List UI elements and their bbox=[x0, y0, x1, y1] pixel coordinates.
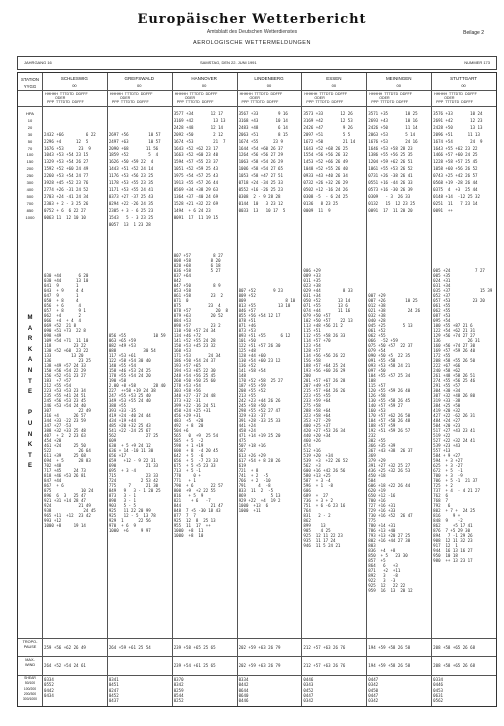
markante-letter: K bbox=[27, 346, 33, 353]
hpa-level: 250 bbox=[26, 173, 34, 179]
column-divider bbox=[237, 73, 238, 706]
column-divider bbox=[366, 73, 367, 706]
significant-points: 006 +29 009 +33 011 +35 023 +38 029 +44 8 33 031 +34 050 +52 13 14 071 +55 13 6 074 +44 11 16 079 +50 +57 102 +50 +57 22 13 113 +48 +56 21 2 115 +51 112 +55 +58 26 33 114 +57 +70 123 +54 128 +57 134 +56 +56 26 22 156 +58 188 +57 +64 25 24 193 +56 +60 26 29 200 201 +57 +67 26 28 207 +49 +57 215 +57 +64 26 26 223 +55 +55 233 +59 +64 275 +58 288 +58 +64 323 +58 +64 353 +27 -29 400 +25 +37 420 +27 +53 26 34 440 +20 +34 460 +26 474 512 +16 519 +20 +34 539 +3 +22 26 52 562 +3 600 +16 +42 26 56 580 +13 +25 587 + 3 -4 596 + 1 -8 606 689 + 27 736 + 3 + 2 751 + 6 -6 23 16 764 831 2 - 2 862 899 13 905 4 25 925 12 11 22 23 935 11 17 24 946 11 5 24 21 bbox=[303, 268, 353, 548]
issue-number: NUMMER 173 bbox=[464, 60, 490, 65]
station-name: LINDENBERG 00 bbox=[237, 76, 302, 88]
tropopause-value: 264 +59 +61 25 54 bbox=[108, 645, 151, 650]
station-label: STATION bbox=[21, 77, 39, 82]
maxwind-value: 212 +57 +63 26 76 bbox=[303, 663, 346, 668]
column-header: HHHHH TTTDTD DDFFF ODER PPP TTTDTD DDFFF bbox=[109, 92, 153, 105]
report-subtitle: Amtsblatt des Deutschen Wetterdienstes bbox=[206, 29, 298, 35]
station-name: STUTTGART 00 bbox=[431, 76, 496, 88]
significant-points: 007 +57 8 27 008 +58 8 20 020 +68 6 18 036 +58 5 27 037 +64 042 047 +50 8 9 053 +58 061 +58 23 2 071 0 075 23 4 078 +57 20 8 079 +63 20 52 084 +53 098 +57 23 2 110 +50 +57 24 34 134 +46 +72 141 +52 +55 24 28 150 +53 +45 23 32 160 +53 171 +53 24 34 186 +50 +54 24 37 193 +57 +65 194 +53 +65 22 30 248 +54 +56 25 45 260 +50 +50 25 60 278 +53 +54 303 +58 +56 340 +27 -37 24 48 373 +32 -31 399 +22 -16 24 51 450 +24 +25 +31 456 +29 +31 483 +5 +20 492 + 8 20 504 +6 565 0 +9 25 54 585 + 5 -2 598 + 1 +19 600 + 8 -4 20 45 642 + 5 -6 656 + 5 -7 23 33 675 + 5 +5 23 33 713 + 5 -1 770 0 + 771 + 1 790 + 6 22 57 800 +9 +2 22 55 816 + 5 9 821 + 6 -7 844 21 47 848 7 +5 -30 18 43 877 7 7 925 12 8 25 13 955 11 17 ++ 1000 +8 11 1000 +8 10 bbox=[173, 253, 228, 538]
column-divider bbox=[42, 73, 43, 706]
station-time: 00 bbox=[396, 83, 401, 88]
markante-letter: R bbox=[27, 336, 33, 343]
hpa-level: 300 bbox=[26, 180, 34, 186]
column-header: HHHHH TTTDTD DDFFF ODER PPP TTTDTD DDFFF bbox=[239, 92, 283, 105]
issue-bar bbox=[17, 56, 497, 70]
markante-letter: A bbox=[27, 357, 33, 364]
row-divider bbox=[18, 90, 496, 91]
markante-letter bbox=[18, 398, 42, 409]
markante-letter: E bbox=[27, 463, 32, 470]
hpa-level: 100 bbox=[26, 152, 34, 158]
tropopause-value: 202 +59 +63 26 79 bbox=[238, 645, 281, 650]
date-label: SAMSTAG, DEN 22. JUNI 1991 bbox=[200, 60, 257, 65]
standard-levels: 3576 +33 10 24 2691 +42 12 23 2428 +50 13 13 2096 +51 11 13 1674 +54 24 9 1643 +55 +62 23 22 1466 +57 +60 24 25 1228 +58 +57 25 45 1058 +60 +56 26 52 0743 +25 +42 26 57 0568 +19 -28 26 44 0375 4 +3 25 44 0148 +14 -12 25 32 0251 11 7 23 14 0091 ++ bbox=[433, 111, 483, 213]
hpa-level: 20 bbox=[27, 124, 33, 130]
section-title: AEROLOGISCHE WETTERMELDUNGEN bbox=[193, 40, 311, 46]
beilage-label: Beilage 2 bbox=[463, 30, 484, 36]
station-time: 00 bbox=[266, 83, 272, 88]
hpa-level: 30 bbox=[27, 131, 33, 137]
station-name: HANNOVER 00 bbox=[172, 76, 237, 88]
markante-letter: U bbox=[27, 420, 33, 427]
tropopause-value: 194 +59 +58 26 58 bbox=[368, 645, 411, 650]
shear-label: SHEAR 50/100 100/200 200/300 300/1000 bbox=[22, 676, 38, 702]
hpa-level: 700 bbox=[26, 200, 34, 206]
shear-values: 0341 0451 0247 0452 0437 bbox=[108, 677, 119, 704]
column-header: HHHHH TTTDTD DDFFF ODER PPP TTTDTD DDFFF bbox=[434, 92, 477, 105]
tropopause-value: 208 +58 +65 26 68 bbox=[433, 645, 476, 650]
markante-letter: N bbox=[27, 367, 33, 374]
hpa-level: 200 bbox=[26, 166, 34, 172]
significant-points: 007 +52 9 23 009 +52 009 8 10 013 +55 13 18 046 +57 055 +56 +54 12 17 078 +51 071 +46 073 +53 093 +51 +55 6 12 101 +50 122 +51 +57 26 30 125 +48 128 +44 +60 130 +54 +60 23 12 136 +52 141 +58 +54 148 170 +52 +58 25 27 187 +55 +59 208 +55 +52 213 +55 242 +23 +44 26 26 245 +58 +50 298 +55 +52 27 47 329 +33 -37 391 +28 -33 25 33 441 +24 458 +24 471 +14 +19 25 20 475 507 +18 +16 567 613 +26 +29 617 +54 + 8 28 26 619 721 + 8 741 + 2 -5 766 + 2 -10 791 4 -8 833 11 2 -5 869 5 13 929 +22 +4 19 2 1000 +13 6 1000 +11 bbox=[238, 288, 296, 513]
station-time: 00 bbox=[331, 83, 337, 88]
standard-levels: 3577 +34 12 17 3169 +42 13 13 2428 +48 12 14 2092 +50 2 12 1674 +53 21 7 1643 +52 +62 23 17 1663 +52 +60 23 40 1594 +57 +55 23 37 1051 +52 +59 25 43 1975 +54 +57 25 43 1913 +55 +57 26 44 0569 +34 +38 29 63 1364 +37 -40 24 69 1528 +21 +32 22 69 1494 + 6 24 23 0091 17 11 19 15 bbox=[173, 111, 226, 220]
hpa-levels bbox=[18, 111, 42, 222]
shear-values: 0370 0342 0259 0544 0252 bbox=[173, 677, 184, 704]
significant-points: 056 +55 10 59 063 +65 +59 082 +49 +53 088 30 54 117 +53 +61 122 +58 +54 30 40 140 +55 +54 158 +46 +53 24 25 178 +55 +54 24 20 190 +58 2.00 +8 +58 28 40 227 ++58 +19 24 38 247 +55 +53 25 40 349 +53 +55 24 40 388 +55 393 +33 -35 419 +24 -40 24 44 434 +19 +44 485 +20 +32 25 43 541 +22 -24 25 67 562 27 25 609 630 + 5 +9 24 12 636 + 14 -10 11 30 656 +17 659 +12 - 9 22 31 690 21 33 695 + 3 -4 715 23 33 724 2 53 42 775 7 21 30 849 9 3 - 1 20 25 873 3 - 1 898 3 - 1 903 5 - 5 925 11 22 20 99 925 12 - 5 13 78 929 1 22 56 970 + 6 9 1000 +6 9 97 bbox=[108, 333, 166, 533]
column-header: HHHHH TTTDTD DDFFF ODER PPP TTTDTD DDFFF bbox=[174, 92, 218, 105]
markante-punkte-label bbox=[18, 313, 42, 472]
hpa-level: 70 bbox=[27, 145, 33, 151]
station-name: ESSEN 00 bbox=[301, 76, 366, 88]
hpa-level: 1000 bbox=[25, 214, 35, 220]
standard-levels: 3567 +33 9 16 3168 +43 10 14 2483 +48 6 14 2063 +51 8 15 1674 +55 23 9 1644 +54 +60 26 37 1264 +56 +56 27 29 1063 +58 +54 26 29 1006 +58 +54 27 65 1053 +58 +47 27 51 0718 +24 -34 25 33 0552 +16 -26 25 23 0308 2 - 9 28 28 0144 10 3 23 12 0033 13 10 17 5 bbox=[238, 111, 288, 213]
station-name: SCHLESWIG 00 bbox=[42, 76, 107, 88]
column-divider bbox=[107, 73, 108, 706]
standard-levels: 3571 +35 10 25 2693 +43 10 16 2426 +50 11 14 2063 +53 5 14 1676 +53 24 16 1646 +53 +58 28 23 1386 +55 +56 25 35 1204 +59 +62 26 51 1061 +55 +53 26 52 0731 +26 -38 26 41 0551 +16 -44 26 33 0573 +16 -30 26 39 0309 - 3 26 33 0132 15 12 23 25 0091 17 11 20 20 bbox=[368, 111, 418, 213]
row-divider bbox=[18, 656, 496, 657]
station-name: GREIFSWALD 00 bbox=[107, 76, 172, 88]
standard-levels: 3573 +33 12 26 3169 +42 12 53 2426 +47 9 26 2097 +51 5 5 1672 +50 21 14 1643 +52 +68 26 25 1554 +56 +56 26 32 1453 +52 +66 26 49 1048 +52 +55 26 40 0933 +43 +40 26 34 0732 +26 +32 26 29 0502 +12 -16 24 26 0308 -5 - 6 24 25 0136 8 23 25 0009 11 9 bbox=[303, 111, 356, 213]
shear-values: 0446 0343 0452 0447 0342 bbox=[303, 677, 314, 704]
row-divider bbox=[18, 106, 496, 107]
station-time: 00 bbox=[201, 83, 207, 88]
standard-levels: 2432 +66 6 22 2296 +4 12 5 1676 +53 23 9 1043 +53 +54 23 15 1329 +53 +54 26 27 1592 +52 +60 24 49 2260 +53 +54 24 77 3928 +45 +52 23 76 2774 +26 -31 24 52 2703 +24 -41 24 34 2303 + 2 - 3 25 26 0752 + 6 6 22 27 0063 11 12 10 10 bbox=[44, 131, 96, 220]
markante-letter: P bbox=[27, 410, 32, 417]
markante-letter: N bbox=[27, 431, 33, 438]
markante-letter: K bbox=[27, 442, 33, 449]
column-header: HHHHH TTTDTD DDFFF ODER PPP TTTDTD DDFFF bbox=[369, 92, 412, 105]
hpa-level: 10 bbox=[27, 117, 33, 123]
row-divider bbox=[18, 638, 496, 639]
maxwind-value: 194 +59 +58 26 58 bbox=[368, 663, 411, 668]
column-divider bbox=[301, 73, 302, 706]
maxwind-value: 239 +54 +61 25 65 bbox=[173, 663, 216, 668]
maxwind-value: 264 +52 +54 24 61 bbox=[44, 663, 86, 668]
report-title: Europäischer Wetterbericht bbox=[137, 12, 367, 27]
column-header: HHHHH TTTDTD DDFFF ODER PPP TTTDTD DDFFF bbox=[304, 92, 348, 105]
column-divider bbox=[172, 73, 173, 706]
hpa-level: 850 bbox=[26, 207, 34, 213]
markante-letter: T bbox=[28, 452, 32, 459]
tropopause-value: 259 +56 +62 26 49 bbox=[44, 645, 86, 650]
data-table bbox=[17, 72, 497, 707]
yygg-label: YYGG bbox=[23, 84, 37, 89]
station-time: 00 bbox=[137, 83, 142, 88]
maxwind-value: 208 +58 +65 26 68 bbox=[433, 663, 476, 668]
markante-letter: A bbox=[27, 325, 33, 332]
hpa-level: 500 bbox=[26, 193, 34, 199]
tropopause-value: 239 +58 +65 25 65 bbox=[173, 645, 216, 650]
station-time: 00 bbox=[72, 83, 77, 88]
hpa-level: 400 bbox=[26, 186, 34, 192]
tropopause-value: 212 +57 +63 26 76 bbox=[303, 645, 346, 650]
maxwind-value: 202 +59 +63 26 79 bbox=[238, 663, 281, 668]
jahrgang-label: JAHRGANG 16 bbox=[24, 60, 52, 65]
significant-points: 030 +44 6 20 030 +44 13 10 041 9 1 043 + 9 4 4 047 9 1 050 + 8 4 056 + 6 4 057 + 8 9 1 062 +4 2 066 +4 + 4 4 069 +52 21 8 090 +51 +73 22 8 098 +49 109 +54 +71 11 10 118 23 22 130 +52 +60 23 22 133 13 20 136 23 25 138 +49 +57 24 33 150 +56 +54 22 29 156 +52 +51 23 27 183 +7 +57 212 +55 +54 223 +53 +53 23 34 235 +55 +41 24 51 245 +56 +53 23 45 246 +53 +54 24 40 307 22 49 316 +4 26 57 344 +33 -22 23 59 347 +27 -53 388 +32 +33 25 48 407 + 2 2 23 63 454 +20 461 +24 25 50 522 26 64 611 +39 25 68 694 + 5 28 83 702 +48 717 +45 24 73 818 +46 +53 26 81 847 +44 867 + 6 875 10 24 896 6 3 25 47 921 +31 +14 28 47 924 21 49 938 24 45 965 +11 +12 23 42 993 +12 1000 +8 19 14 bbox=[44, 273, 96, 528]
significant-points: 005 +24 7 27 005 +35 024 +31 031 +34 035 +37 15 39 052 +37 057 +53 23 20 061 +55 062 +55 087 +53 095 +54 100 +55 +87 21 6 122 +54 +62 21 31 129 +56 +74 27 27 136 26 31 160 +56 +74 27 30 169 +57 +59 26 40 172 +55 208 +58 +55 26 50 222 +67 +66 240 +58 +62 261 +48 +58 26 51 274 +55 +56 25 46 291 +55 +57 304 +30 +34 307 +32 +48 26 80 319 +33 -38 384 +25 +50 419 +20 +32 427 +22 -62 26 31 484 +24 +27 504 +20 +23 517 +27 +43 23 41 519 +22 527 +22 +32 24 41 539 +23 +43 557 +13 584 + 9 +27 594 + 3 +27 625 + 3 -27 672 + 5 -1 700 + 3 -9 706 + 5 -1 21 37 725 + 2 737 + 4 - 4 21 27 762 6 768 7 792 6 802 + 7 + 24 25 816 9 + 848 9 -2 862 +5 17 41 876 7 +5 29 30 894 7 -1 29 26 908 12 11 32 23 917 12 1 944 16 13 16 27 950 10 18 980 ++ 13 23 17 bbox=[433, 268, 493, 563]
maxwind-label: MAX- WIND bbox=[24, 658, 36, 667]
standard-levels: 2697 +56 10 57 2497 +63 10 57 2090 +68 11 56 1859 +52 5 4 1626 +50 +59 22 4 1443 +51 +52 24 14 1176 +53 +56 23 25 1178 +53 +55 23 35 1171 +53 +55 24 41 0373 +27 -37 25 43 0294 +22 -26 24 35 2305 + 3 - 6 25 23 1543 5 - 3 23 25 0057 13 1 23 28 bbox=[108, 131, 161, 227]
hpa-level: 50 bbox=[27, 138, 33, 144]
shear-values: 0447 0342 0450 0447 0342 bbox=[368, 677, 379, 704]
column-header: HHHHH TTTDTD DDFFF ODER PPP TTTDTD DDFFF bbox=[45, 92, 88, 105]
significant-points: 007 +29 007 +26 10 25 012 +38 021 +38 24 26 032 +38 040 +28 045 +25 5 13 061 +52 062 +55 066 -52 +59 075 +50 +57 22 37 079 +54 090 +50 +5 22 35 091 +55 +58 093 +53 +58 24 21 097 +50 104 +55 +57 25 34 108 115 +57 120 +55 +59 26 40 126 +58 130 +55 +58 26 45 140 +57 +59 27 160 +53 170 +57 +62 26 50 184 +57 +58 26 48 188 +57 +59 192 +51 +59 26 57 232 302 +55 366 +35 +39 367 +43 +38 26 37 369 379 +29 391 +27 +32 25 27 436 +25 +32 26 53 450 +18 584 606 +18 +22 26 44 620 +19 650 +12 -16 700 +16 727 +16 +31 729 +16 +33 730 +16 +52 26 47 775 780 +14 +31 786 +13 +40 793 +13 +20 27 25 802 +16 +44 27 30 803 836 +4 +8 850 + 5 23 30 857 +5 864 6 +3 871 +2 +11 892 3 -8 922 3 -3 925 12 22 22 959 16 13 20 12 bbox=[368, 293, 421, 593]
shear-values: 0334 0552 0442 0434 bbox=[44, 677, 54, 698]
markante-letter: E bbox=[27, 389, 32, 396]
hpa-level: HPA bbox=[26, 111, 34, 116]
markante-letter: T bbox=[28, 378, 32, 385]
shear-values: 0334 0442 0644 0640 0446 bbox=[238, 677, 249, 704]
markante-letter: M bbox=[27, 315, 33, 321]
station-name: MEININGEN 00 bbox=[366, 76, 431, 88]
tropopause-label: TROPO- PAUSE bbox=[22, 640, 38, 649]
station-time: 00 bbox=[461, 83, 466, 88]
column-divider bbox=[431, 73, 432, 706]
row-divider bbox=[18, 675, 496, 676]
hpa-level: 150 bbox=[26, 159, 34, 165]
shear-values: 0334 0446 0453 0631 0562 bbox=[433, 677, 443, 704]
